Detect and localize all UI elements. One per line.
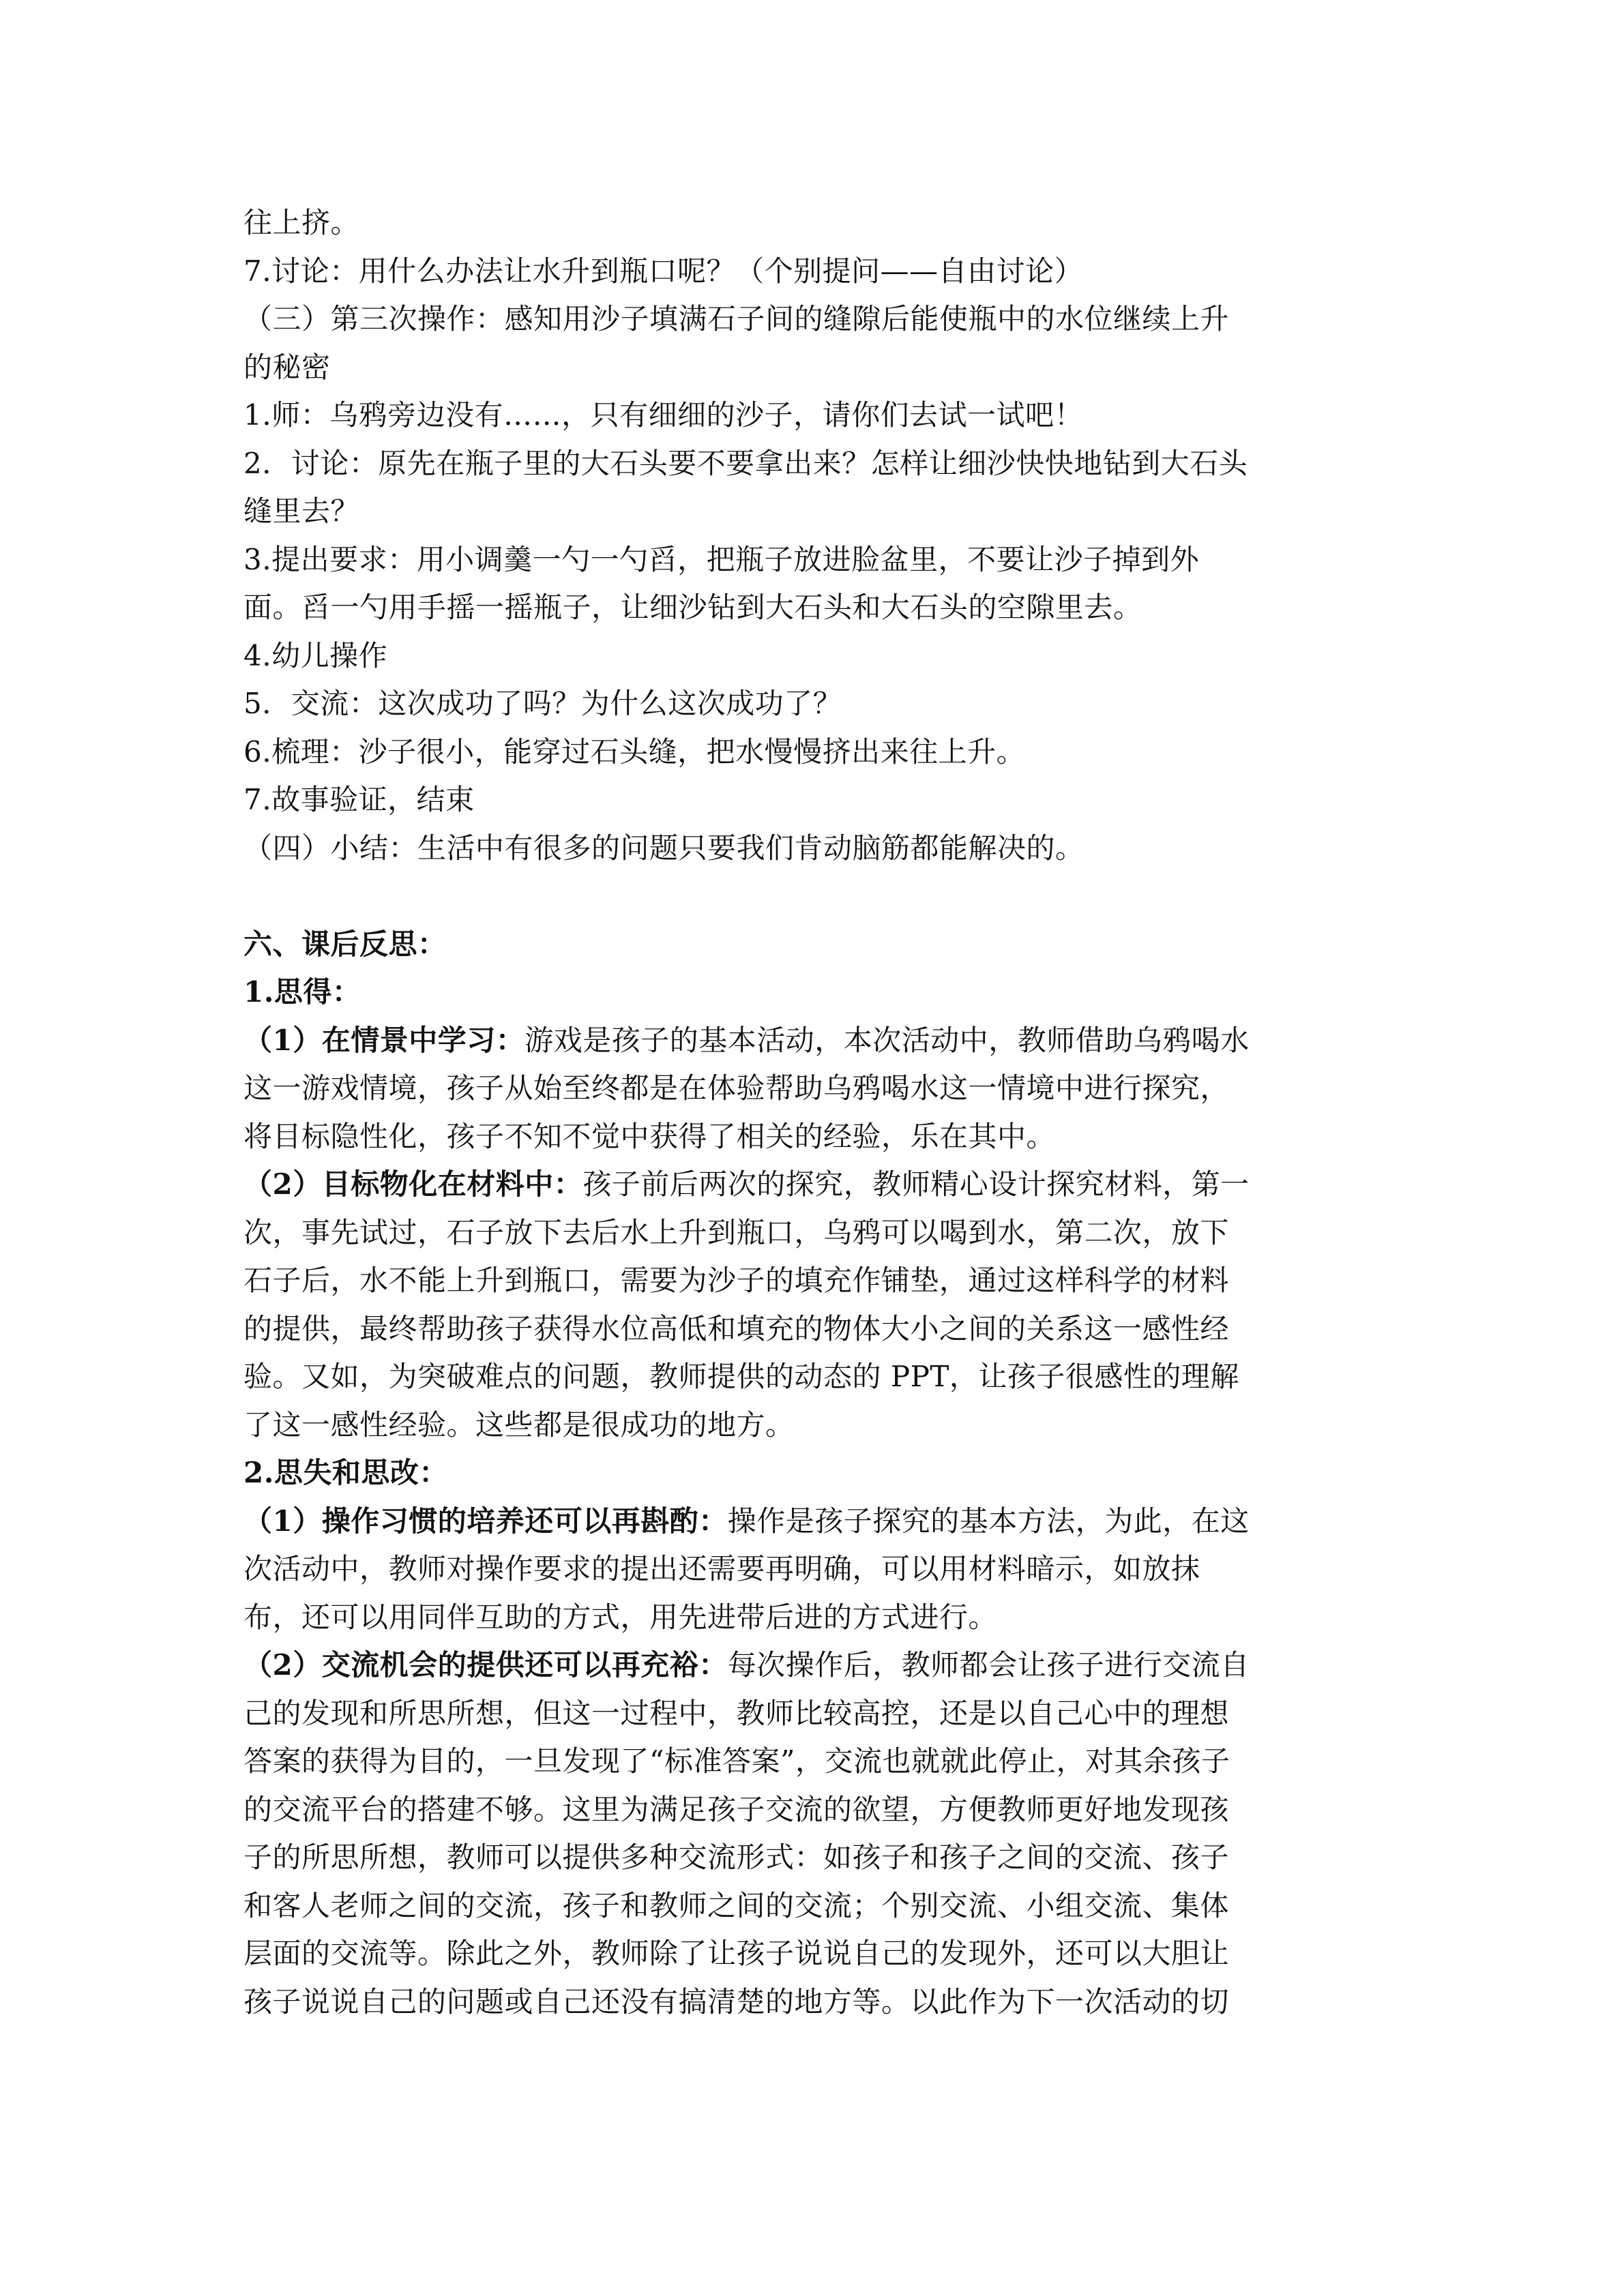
text-line: （三）第三次操作：感知用沙子填满石子间的缝隙后能使瓶中的水位继续上升	[243, 302, 1230, 336]
text-line: 己的发现和所思所想，但这一过程中，教师比较高控，还是以自己心中的理想	[243, 1696, 1230, 1730]
text-line: 将目标隐性化，孩子不知不觉中获得了相关的经验，乐在其中。	[243, 1119, 1056, 1153]
text-line	[243, 1017, 1389, 1065]
text-line: 1.师：乌鸦旁边没有……，只有细细的沙子，请你们去试一试吧！	[243, 398, 1084, 432]
text-line: 3.提出要求：用小调羹一勺一勺舀，把瓶子放进脸盆里，不要让沙子掉到外	[243, 542, 1200, 576]
text-line: 往上挤。	[243, 206, 360, 239]
text-line: 的交流平台的搭建不够。这里为满足孩子交流的欲望，方便教师更好地发现孩	[243, 1792, 1230, 1826]
text-line: 布，还可以用同伴互助的方式，用先进带后进的方式进行。	[243, 1600, 998, 1634]
point-label: （1）在情景中学习：	[243, 1023, 525, 1057]
text-line: 的秘密	[243, 350, 331, 384]
point-text: 每次操作后，教师都会让孩子进行交流自	[727, 1648, 1250, 1682]
section-heading: 六、课后反思：	[243, 927, 447, 961]
text-line: （四）小结：生活中有很多的问题只要我们肯动脑筋都能解决的。	[243, 831, 1084, 865]
point-text: 操作是孩子探究的基本方法，为此，在这	[727, 1504, 1250, 1538]
text-line: 5．交流：这次成功了吗？为什么这次成功了？	[243, 687, 842, 720]
text-line: 子的所思所想，教师可以提供多种交流形式：如孩子和孩子之间的交流、孩子	[243, 1840, 1230, 1874]
text-line: 7.讨论：用什么办法让水升到瓶口呢？（个别提问——自由讨论）	[243, 254, 1084, 288]
text-line: 次，事先试过，石子放下去后水上升到瓶口，乌鸦可以喝到水，第二次，放下	[243, 1215, 1230, 1249]
text-line: 这一游戏情境，孩子从始至终都是在体验帮助乌鸦喝水这一情境中进行探究，	[243, 1071, 1230, 1105]
text-line: 4.幼儿操作	[243, 638, 388, 672]
document-body	[243, 199, 1389, 2026]
text-line: 石子后，水不能上升到瓶口，需要为沙子的填充作铺垫，通过这样科学的材料	[243, 1264, 1230, 1297]
text-line: 7.故事验证，结束	[243, 783, 475, 816]
point-label: （2）交流机会的提供还可以再充裕：	[243, 1648, 728, 1682]
text-line: 的提供，最终帮助孩子获得水位高低和填充的物体大小之间的关系这一感性经	[243, 1311, 1230, 1345]
point-text: 游戏是孩子的基本活动，本次活动中，教师借助乌鸦喝水	[525, 1023, 1250, 1057]
point-label: （2）目标物化在材料中：	[243, 1167, 583, 1201]
subsection-heading-gains: 1.思得：	[243, 975, 361, 1009]
text-line: 和客人老师之间的交流，孩子和教师之间的交流；个别交流、小组交流、集体	[243, 1888, 1230, 1922]
text-line	[243, 1161, 1389, 1209]
text-line: 次活动中，教师对操作要求的提出还需要再明确，可以用材料暗示，如放抹	[243, 1552, 1200, 1585]
text-line: 了这一感性经验。这些都是很成功的地方。	[243, 1407, 795, 1442]
text-line: 缝里去？	[243, 494, 360, 528]
text-line	[243, 1497, 1389, 1546]
text-line: 层面的交流等。除此之外，教师除了让孩子说说自己的发现外，还可以大胆让	[243, 1937, 1230, 1970]
text-line: 答案的获得为目的，一旦发现了“标准答案”，交流也就就此停止，对其余孩子	[243, 1744, 1230, 1778]
text-line: 孩子说说自己的问题或自己还没有搞清楚的地方等。以此作为下一次活动的切	[243, 1984, 1230, 2018]
point-label: （1）操作习惯的培养还可以再斟酌：	[243, 1504, 728, 1538]
point-text: 孩子前后两次的探究，教师精心设计探究材料，第一	[582, 1167, 1250, 1201]
paragraph-spacer	[243, 872, 1389, 921]
text-line: 6.梳理：沙子很小，能穿过石头缝，把水慢慢挤出来往上升。	[243, 734, 1026, 769]
text-line: 面。舀一勺用手摇一摇瓶子，让细沙钻到大石头和大石头的空隙里去。	[243, 591, 1142, 624]
subsection-heading-losses: 2.思失和思改：	[243, 1456, 448, 1489]
text-line	[243, 1641, 1389, 1690]
text-line: 验。又如，为突破难点的问题，教师提供的动态的 PPT，让孩子很感性的理解	[243, 1360, 1239, 1393]
text-line: 2．讨论：原先在瓶子里的大石头要不要拿出来？怎样让细沙快快地钻到大石头	[243, 446, 1248, 480]
